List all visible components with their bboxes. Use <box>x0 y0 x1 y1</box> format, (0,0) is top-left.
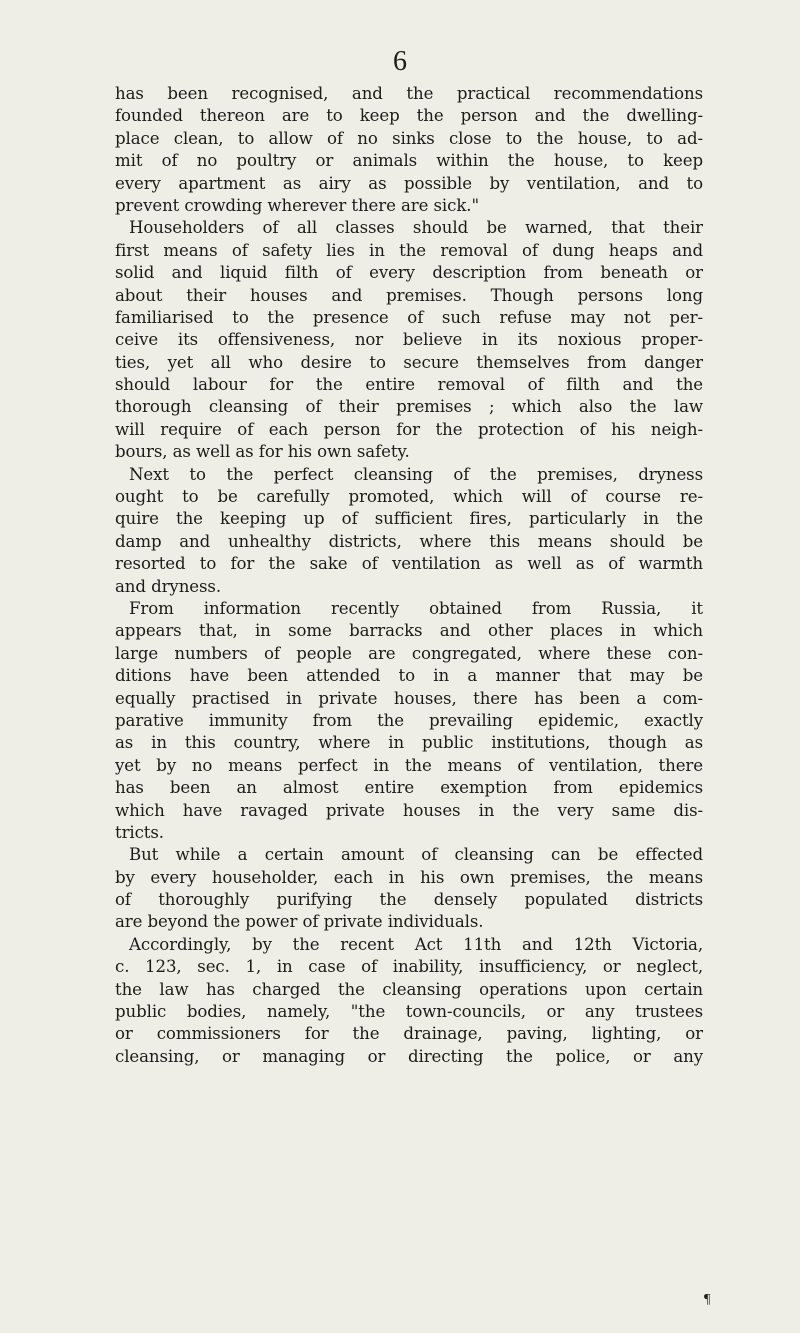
text-line: tricts. <box>115 822 164 842</box>
text-line: first means of safety lies in the removal of dung heaps and <box>115 240 703 260</box>
text-line: or commissioners for the drainage, paving, lighting, or <box>115 1024 703 1044</box>
text-line: of thoroughly purifying the densely populated districts <box>115 890 703 910</box>
text-line: appears that, in some barracks and other places in which <box>115 621 703 641</box>
text-line: solid and liquid filth of every description from beneath or <box>115 263 703 283</box>
page-number: 6 <box>393 46 407 77</box>
text-line: and dryness. <box>115 576 222 596</box>
text-line: will require of each person for the protection of his neigh- <box>115 419 703 439</box>
text-line: equally practised in private houses, there has been a com- <box>115 688 703 708</box>
text-line: the law has charged the cleansing operations upon certain <box>115 979 703 999</box>
text-line: cleansing, or managing or directing the police, or any <box>115 1046 703 1066</box>
text-line: From information recently obtained from Russia, it <box>129 598 703 618</box>
text-line: Next to the perfect cleansing of the premises, dryness <box>129 464 703 484</box>
text-line: which have ravaged private houses in the very same dis- <box>115 800 703 820</box>
body-text <box>115 83 703 1068</box>
text-line: large numbers of people are congregated, where these con- <box>115 643 703 663</box>
text-line: Accordingly, by the recent Act 11th and 12th Victoria, <box>129 934 703 954</box>
text-line: about their houses and premises. Though persons long <box>115 285 703 305</box>
text-line: quire the keeping up of sufficient fires, particularly in the <box>115 509 703 529</box>
text-line: c. 123, sec. 1, in case of inability, insufficiency, or neglect, <box>115 957 703 977</box>
text-line: ditions have been attended to in a manner that may be <box>115 666 703 686</box>
text-line: Householders of all classes should be warned, that their <box>129 218 703 238</box>
text-line: every apartment as airy as possible by ventilation, and to <box>115 173 703 193</box>
text-line: bours, as well as for his own safety. <box>115 442 410 462</box>
text-line: yet by no means perfect in the means of ventilation, there <box>115 755 703 775</box>
text-line: has been an almost entire exemption from epidemics <box>115 778 703 798</box>
text-line: resorted to for the sake of ventilation as well as of warmth <box>115 554 703 574</box>
text-line: should labour for the entire removal of filth and the <box>115 375 703 395</box>
text-line: ties, yet all who desire to secure themselves from danger <box>115 352 703 372</box>
text-line: parative immunity from the prevailing epidemic, exactly <box>115 710 703 730</box>
text-line: But while a certain amount of cleansing can be effected <box>129 845 703 865</box>
text-line: mit of no poultry or animals within the house, to keep <box>115 151 703 171</box>
text-line: familiarised to the presence of such refuse may not per- <box>115 307 703 327</box>
text-line: public bodies, namely, "the town-councils, or any trustees <box>115 1002 703 1022</box>
text-line: are beyond the power of private individuals. <box>115 912 484 932</box>
text-line: founded thereon are to keep the person and the dwelling- <box>115 106 703 126</box>
text-line: has been recognised, and the practical recommendations <box>115 84 703 103</box>
text-line: place clean, to allow of no sinks close to the house, to ad- <box>115 128 703 148</box>
footer-mark: ¶ <box>704 1292 711 1307</box>
text-line: ought to be carefully promoted, which will of course re- <box>115 487 703 507</box>
text-line: by every householder, each in his own premises, the means <box>115 867 703 887</box>
text-line: damp and unhealthy districts, where this means should be <box>115 531 703 551</box>
text-line: thorough cleansing of their premises ; which also the law <box>115 397 703 417</box>
text-line: as in this country, where in public institutions, though as <box>115 733 703 753</box>
text-line: prevent crowding wherever there are sick." <box>115 195 479 215</box>
text-line: ceive its offensiveness, nor believe in its noxious proper- <box>115 330 703 350</box>
